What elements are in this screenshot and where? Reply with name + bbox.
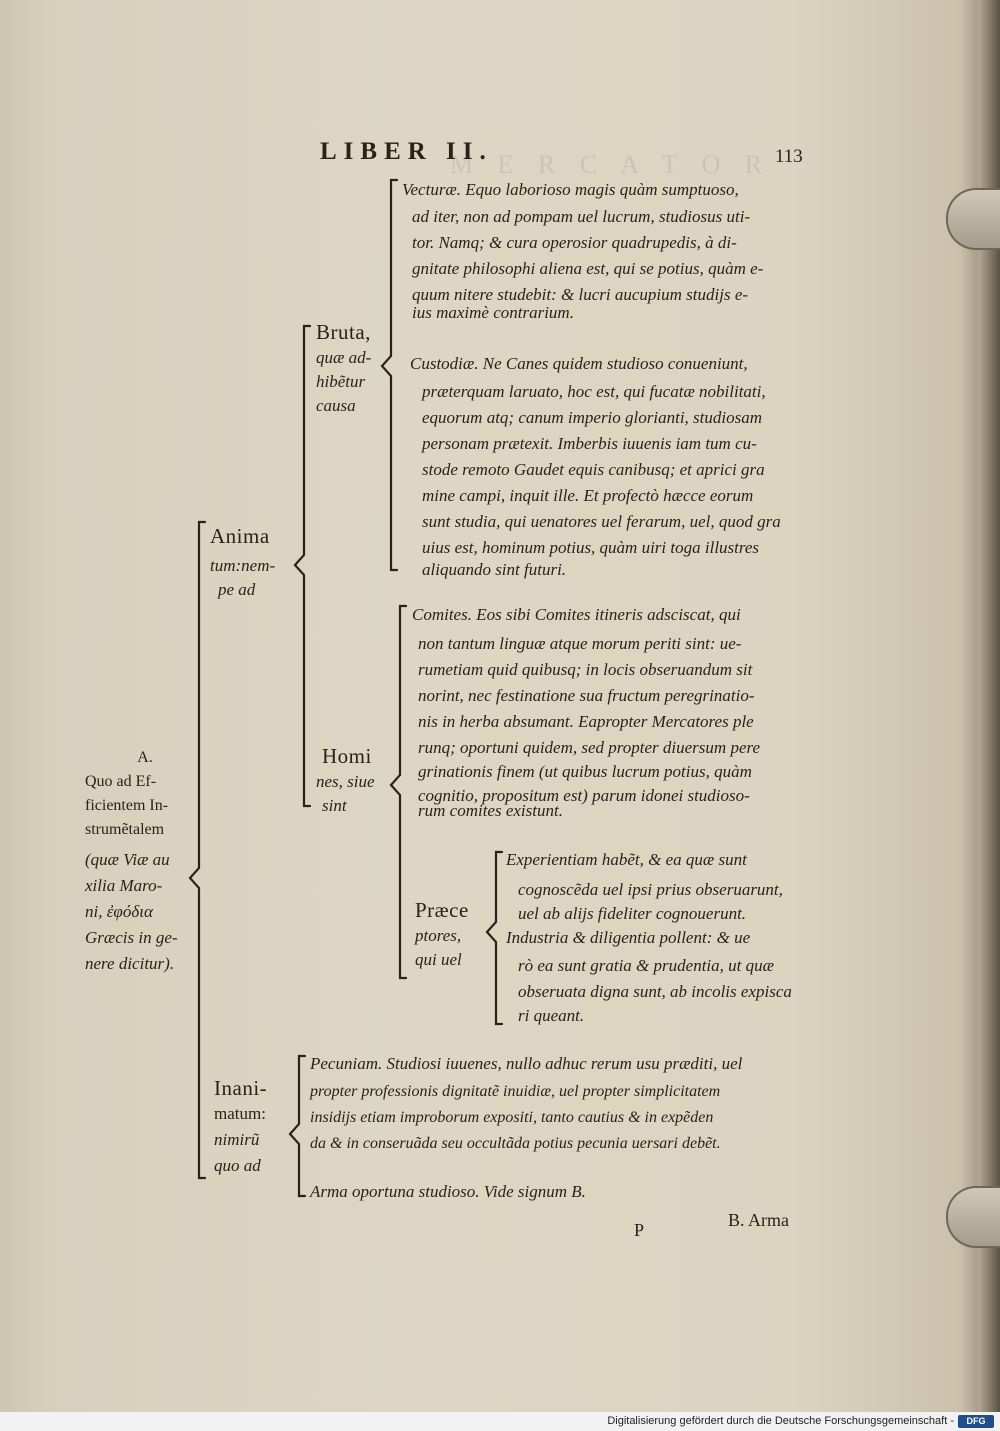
homines-heading: Homi [322, 744, 372, 768]
custodiae-line-7: sunt studia, qui uenatores uel ferarum, uel, quod gra [422, 512, 781, 531]
inanimatum-line-3: nimirũ [214, 1130, 260, 1149]
experientiam-line-2: cognoscẽda uel ipsi prius obseruarunt, [518, 880, 783, 899]
custodiae-line-2: præterquam laruato, hoc est, qui fucatæ nobilitati, [422, 382, 766, 401]
custodiae-line-8: uius est, hominum potius, quàm uiri toga illustres [422, 538, 760, 557]
homines-line-3: sint [322, 796, 347, 815]
level1-line-6: ni, ἐφόδια [85, 902, 153, 921]
bracket-praeceptores [487, 852, 502, 1024]
level1-line-3: strumẽtalem [85, 821, 165, 838]
bracket-bruta [382, 180, 397, 570]
entry-arma: Arma oportuna studioso. Vide signum B. [310, 1182, 586, 1201]
label-a-letter: A. [137, 749, 153, 766]
comites-line-6: runq; oportuni quidem, sed propter diuersum pere [418, 738, 761, 757]
running-title: LIBER II. [320, 138, 493, 165]
comites-line-4: norint, nec festinatione sua fructum peregrinatio- [418, 686, 755, 705]
vecturae-line-4: gnitate philosophi aliena est, qui se potius, quàm e- [412, 259, 764, 278]
animatum-line-2: tum:nem- [210, 556, 276, 575]
inanimatum-heading: Inani- [214, 1076, 268, 1100]
level1-line-7: Græcis in ge- [85, 928, 178, 947]
bruta-line-2: quæ ad- [316, 348, 372, 367]
vecturae-line-2: ad iter, non ad pompam uel lucrum, studiosus uti- [412, 207, 751, 226]
level1-line-5: xilia Maro- [85, 876, 163, 895]
vecturae-line-1: Vecturæ. Equo laborioso magis quàm sumptuoso, [402, 180, 739, 199]
level1-line-1: Quo ad Ef- [85, 773, 157, 790]
bracket-homines [391, 606, 406, 978]
pecuniam-line-1: Pecuniam. Studiosi iuuenes, nullo adhuc rerum usu præditi, uel [310, 1054, 743, 1073]
dfg-logo-icon: DFG [958, 1415, 994, 1428]
bruta-line-3: hibẽtur [316, 372, 366, 391]
signature-mark: P [634, 1220, 645, 1240]
industria-line-2: rò ea sunt gratia & prudentia, ut quæ [518, 956, 774, 975]
inanimatum-line-4: quo ad [214, 1156, 261, 1175]
vecturae-line-3: tor. Namq; & cura operosior quadrupedis, à di- [412, 233, 737, 252]
folio-number: 113 [775, 146, 803, 167]
bruta-line-4: causa [316, 396, 356, 415]
pecuniam-line-2: propter professionis dignitatẽ inuidiæ, uel propter simplicitatem [310, 1083, 721, 1100]
industria-line-1: Industria & diligentia pollent: & ue [506, 928, 751, 947]
comites-line-3: rumetiam quid quibusq; in locis obseruandum sit [418, 660, 753, 679]
digitization-footer [0, 1412, 1000, 1431]
bracket-inanimatum [290, 1056, 305, 1196]
animatum-line-3: pe ad [218, 580, 256, 599]
bracket-level2 [295, 326, 310, 806]
animatum-heading: Anima [210, 524, 270, 548]
praeceptores-heading: Præce [415, 898, 469, 922]
experientiam-line-3: uel ab alijs fideliter cognouerunt. [518, 904, 747, 923]
pecuniam-line-3: insidijs etiam improborum expositi, tanto cautius & in expẽden [310, 1109, 714, 1126]
level1-line-4: (quæ Viæ au [85, 850, 170, 869]
custodiae-line-6: mine campi, inquit ille. Et profectò hæcce eorum [422, 486, 754, 505]
digitization-note: Digitalisierung gefördert durch die Deutsche Forschungsgemeinschaft - [607, 1415, 954, 1427]
catchword: B. Arma [728, 1210, 789, 1230]
comites-line-7: grinationis finem (ut quibus lucrum potius, quàm [418, 762, 752, 781]
bruta-heading: Bruta, [316, 320, 371, 344]
level1-line-2: ficientem In- [85, 797, 169, 814]
custodiae-line-9: aliquando sint futuri. [422, 560, 567, 579]
vecturae-line-5: quum nitere studebit: & lucri aucupium studijs e- [412, 285, 749, 304]
comites-line-8: cognitio, propositum est) parum idonei studioso- [418, 786, 750, 805]
comites-line-5: nis in herba absumant. Eapropter Mercatores ple [418, 712, 754, 731]
custodiae-line-5: stode remoto Gaudet equis canibusq; et aprici gra [422, 460, 765, 479]
praeceptores-line-2: ptores, [415, 926, 462, 945]
inanimatum-line-2: matum: [214, 1104, 266, 1123]
bracket-level1 [190, 522, 205, 1178]
homines-line-2: nes, siue [316, 772, 375, 791]
experientiam-line-1: Experientiam habẽt, & ea quæ sunt [506, 850, 747, 869]
praeceptores-line-3: qui uel [415, 950, 462, 969]
custodiae-line-3: equorum atq; canum imperio glorianti, studiosam [422, 408, 762, 427]
show-through: M E R C A T O R [450, 150, 772, 179]
custodiae-line-4: personam prætexit. Imberbis iuuenis iam tum cu- [422, 434, 757, 453]
vecturae-line-6: ius maximè contrarium. [412, 303, 574, 322]
label-a [100, 748, 190, 768]
industria-line-4: ri queant. [518, 1006, 585, 1025]
industria-line-3: obseruata digna sunt, ab incolis expisca [518, 982, 792, 1001]
comites-line-1: Comites. Eos sibi Comites itineris adsciscat, qui [412, 605, 741, 624]
comites-line-9: rum comites existunt. [418, 801, 563, 820]
level1-line-8: nere dicitur). [85, 954, 175, 973]
comites-line-2: non tantum linguæ atque morum periti sint: ue- [418, 634, 742, 653]
custodiae-line-1: Custodiæ. Ne Canes quidem studioso conueniunt, [410, 354, 748, 373]
pecuniam-line-4: da & in conseruãda seu occultãda potius pecunia uersari debẽt. [310, 1135, 721, 1152]
